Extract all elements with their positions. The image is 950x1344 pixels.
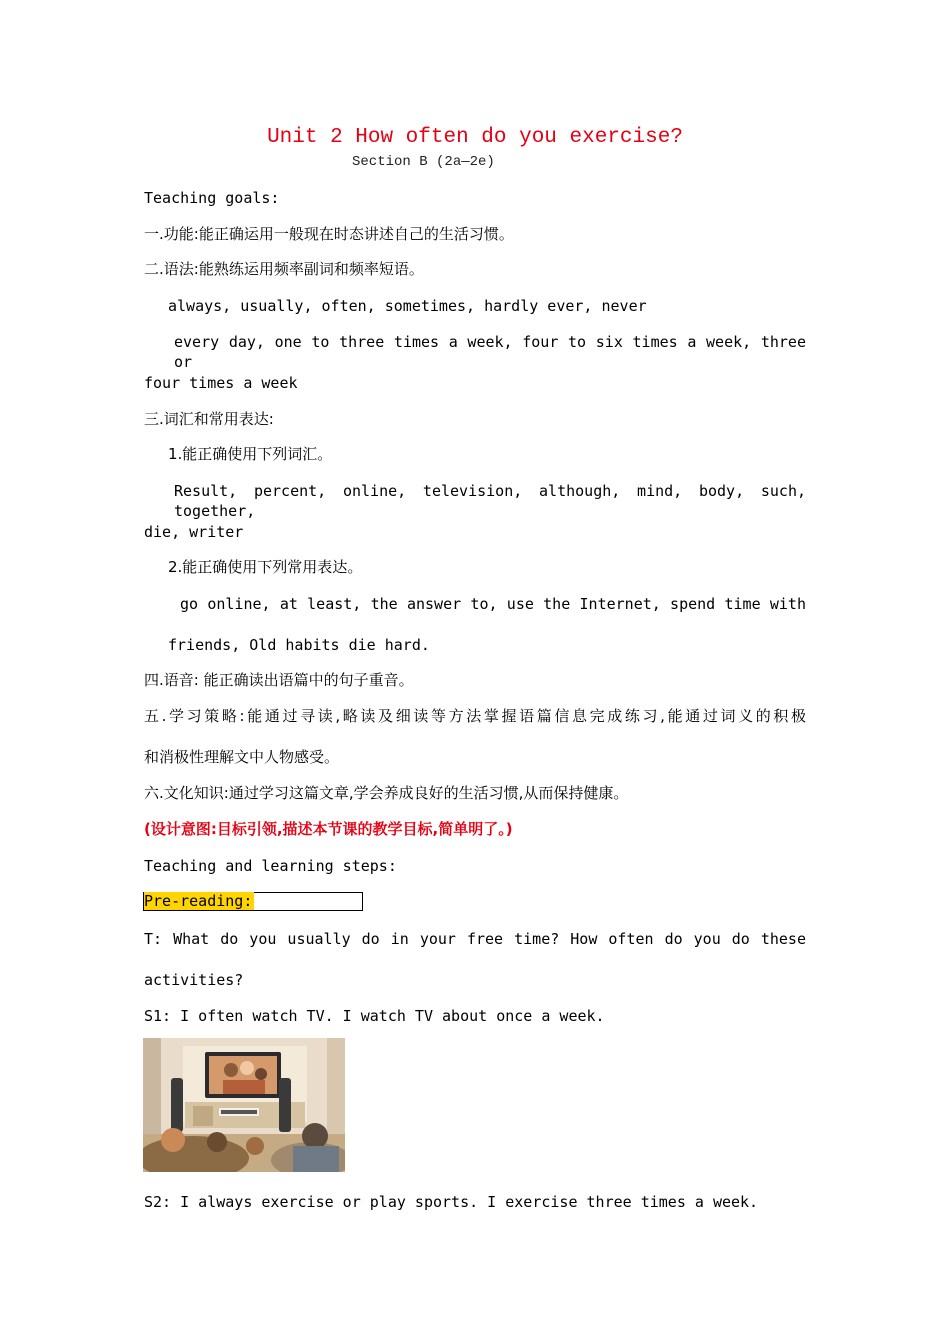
student1-answer: S1: I often watch TV. I watch TV about once a week. [144,1007,605,1025]
frequency-adverbs: always, usually, often, sometimes, hardly ever, never [168,297,647,315]
page-title: Unit 2 How often do you exercise? [267,126,683,149]
goal-vocabulary: 三.词汇和常用表达: [144,410,274,428]
pre-reading-highlight: Pre-reading: [144,892,253,910]
goal-strategy-line1: 五.学习策略:能通过寻读,略读及细读等方法掌握语篇信息完成练习,能通过词义的积极 [144,707,806,725]
goal-strategy-line2: 和消极性理解文中人物感受。 [144,748,340,766]
goals-heading: Teaching goals: [144,189,280,207]
steps-heading: Teaching and learning steps: [144,857,397,875]
section-subtitle: Section B (2a—2e) [352,154,495,170]
student2-answer: S2: I always exercise or play sports. I exercise three times a week. [144,1193,759,1211]
teacher-question-line1: T: What do you usually do in your free time? How often do you do these [144,930,806,948]
goal-culture: 六.文化知识:通过学习这篇文章,学会养成良好的生活习惯,从而保持健康。 [144,784,629,802]
goal-grammar: 二.语法:能熟练运用频率副词和频率短语。 [144,260,424,278]
expressions-line1: go online, at least, the answer to, use the Internet, spend time with [180,595,806,613]
vocab-words-line1: Result, percent, online, television, although, mind, body, such, together, [174,482,806,520]
pre-reading-label [143,892,363,911]
tv-room-illustration [143,1038,345,1172]
goal-phonetics: 四.语音: 能正确读出语篇中的句子重音。 [144,671,414,689]
frequency-phrases-line1: every day, one to three times a week, four to six times a week, three or [174,333,806,371]
expressions-line2: friends, Old habits die hard. [168,636,430,654]
vocab-sub2: 2.能正确使用下列常用表达。 [168,558,363,576]
teacher-question-line2: activities? [144,971,244,989]
vocab-words-line2: die, writer [144,523,244,541]
design-note: (设计意图:目标引领,描述本节课的教学目标,简单明了。) [144,820,513,838]
frequency-phrases-line2: four times a week [144,374,298,392]
goal-function: 一.功能:能正确运用一般现在时态讲述自己的生活习惯。 [144,225,514,243]
vocab-sub1: 1.能正确使用下列词汇。 [168,445,333,463]
family-watching-tv-photo [143,1038,345,1172]
